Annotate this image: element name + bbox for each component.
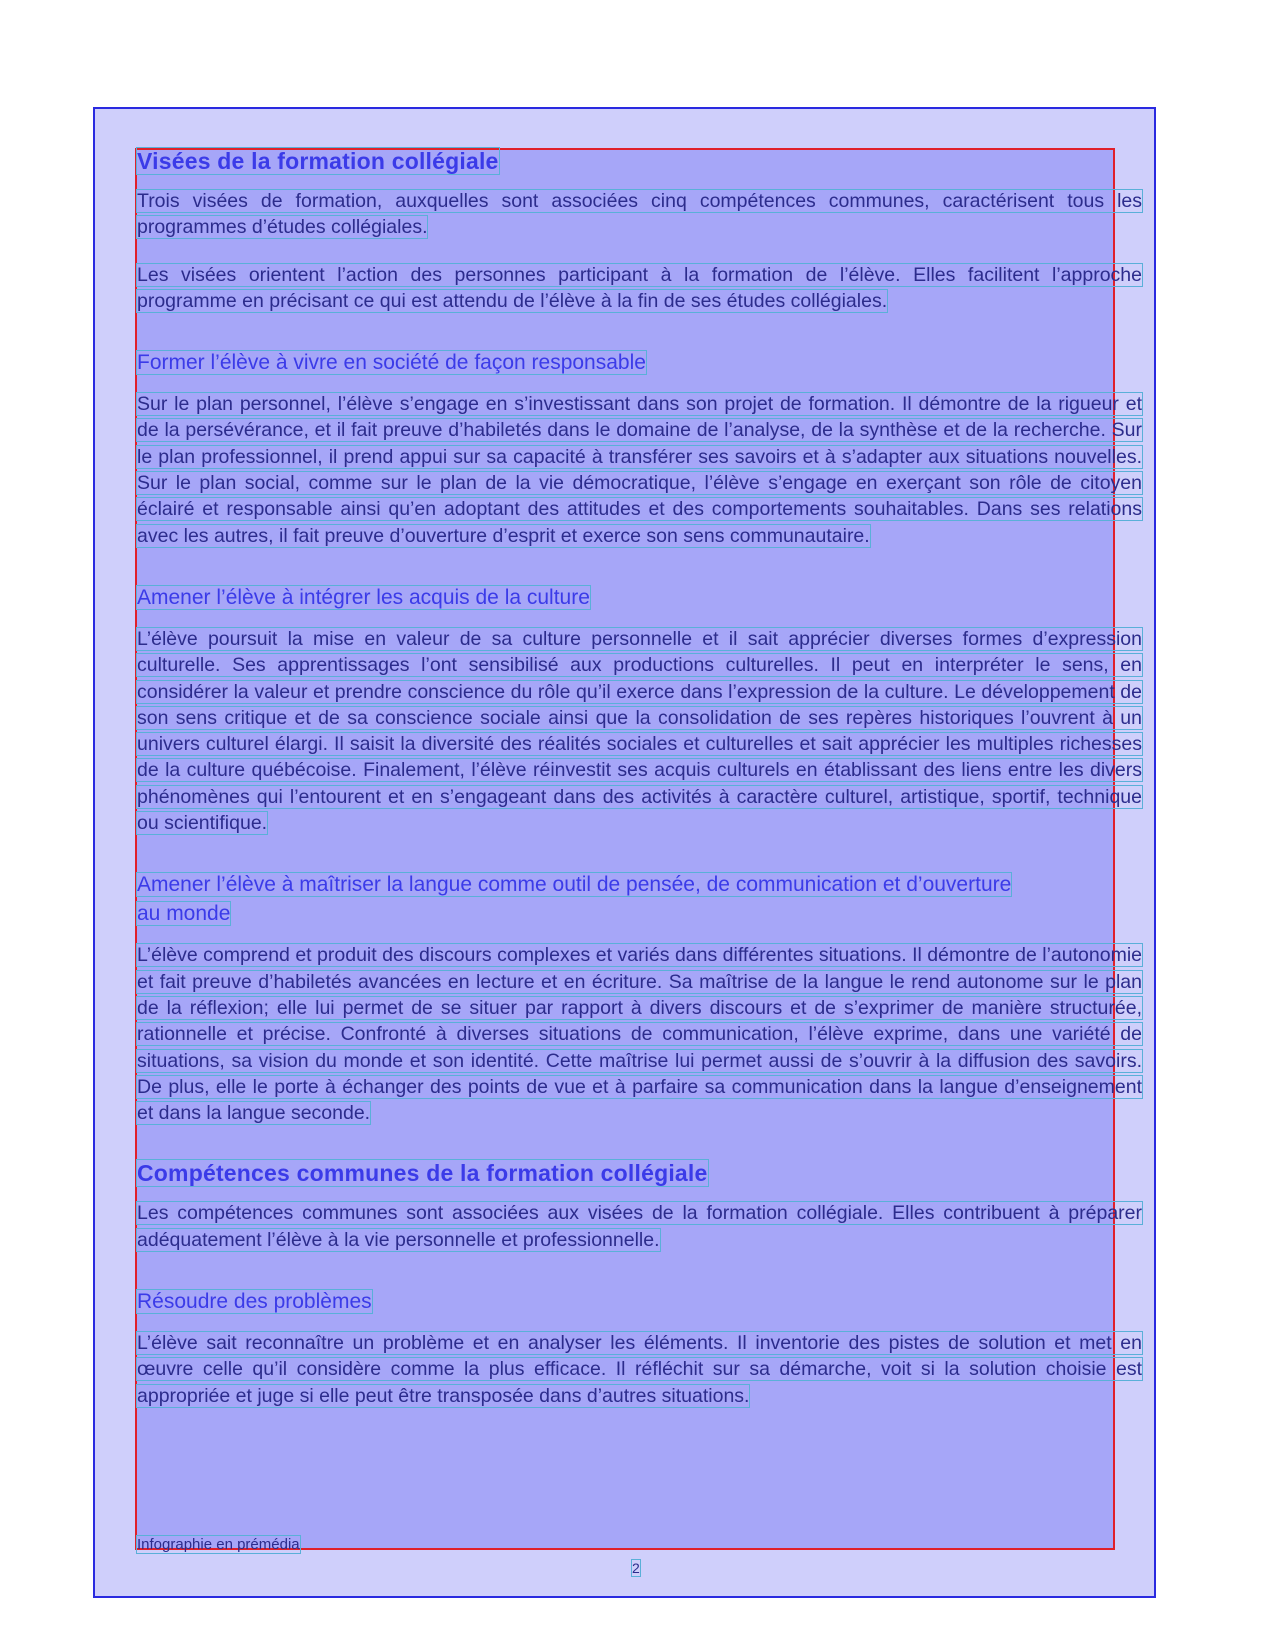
paragraph-text: Les visées orientent l’action des personnes participant à la formation de l’élève. Elles facilitent l’approche programme en précisant ce qui est attendu de l’élève à la fin de ses études collégiales. (137, 263, 1142, 312)
paragraph-competences (137, 1200, 1142, 1253)
document-body (137, 148, 1142, 1409)
section-title-visees (137, 148, 1142, 174)
paragraph-langue (137, 942, 1142, 1126)
paragraph-text: Les compétences communes sont associées aux visées de la formation collégiale. Elles contribuent à préparer adéquatement l’élève à la vie personnelle et professionnelle. (137, 1202, 1142, 1251)
paragraph-text: Sur le plan personnel, l’élève s’engage en s’investissant dans son projet de formation. Il démontre de la rigueur et de la persévérance, et il fait preuve d’habiletés dans le domaine de l’analyse, de la synthèse et de la recherche. Sur le plan professionnel, il prend appui sur sa capacité à transférer ses savoirs et à s’adapter aux situations nouvelles. Sur le plan social, comme sur le plan de la vie démocratique, l’élève s’engage en exerçant son rôle de citoyen éclairé et responsable ainsi qu’en adoptant des attitudes et des comportements souhaitables. Dans ses relations avec les autres, il fait preuve d’ouverture d’esprit et exerce son sens communautaire. (137, 393, 1142, 547)
section-title-competences (137, 1160, 1142, 1186)
paragraph-culture (137, 626, 1142, 836)
paragraph-intro (137, 188, 1142, 241)
paragraph-vivre-en-societe (137, 391, 1142, 549)
subheading-culture (137, 583, 1142, 612)
section-title-text: Visées de la formation collégiale (137, 148, 499, 174)
subheading-vivre-en-societe (137, 348, 1142, 377)
subheading-text: Amener l’élève à maîtriser la langue comme outil de pensée, de communication et d’ouverture au monde (137, 873, 1012, 926)
subheading-langue (137, 870, 1037, 928)
paragraph-text: Trois visées de formation, auxquelles sont associées cinq compétences communes, caractérisent tous les programmes d’études collégiales. (137, 190, 1142, 239)
footer-label: Infographie en prémédia (137, 1536, 300, 1553)
paragraph-text: L’élève sait reconnaître un problème et en analyser les éléments. Il inventorie des pistes de solution et met en œuvre celle qu’il considère comme la plus efficace. Il réfléchit sur sa démarche, voit si la solution choisie est appropriée et juge si elle peut être transposée dans d’autres situations. (137, 1332, 1142, 1407)
subheading-text: Former l’élève à vivre en société de façon responsable (137, 351, 646, 375)
subheading-resoudre (137, 1287, 1142, 1316)
paragraph-visees (137, 262, 1142, 315)
section-title-text: Compétences communes de la formation collégiale (137, 1160, 708, 1187)
subheading-text: Amener l’élève à intégrer les acquis de la culture (137, 585, 590, 609)
page-number: 2 (632, 1560, 640, 1576)
paragraph-resoudre (137, 1330, 1142, 1409)
paragraph-text: L’élève poursuit la mise en valeur de sa culture personnelle et il sait apprécier diverses formes d’expression culturelle. Ses apprentissages l’ont sensibilisé aux productions culturelles. Il peut en interpréter le sens, en considérer la valeur et prendre conscience du rôle qu’il exerce dans l’expression de la culture. Le développement de son sens critique et de sa conscience sociale ainsi que la consolidation de ses repères historiques l’ouvrent à un univers culturel élargi. Il saisit la diversité des réalités sociales et culturelles et sait apprécier les multiples richesses de la culture québécoise. Finalement, l’élève réinvestit ses acquis culturels en établissant des liens entre les divers phénomènes qui l’entourent et en s’engageant dans des activités à caractère culturel, artistique, sportif, technique ou scientifique. (137, 627, 1142, 835)
paragraph-text: L’élève comprend et produit des discours complexes et variés dans différentes situations. Il démontre de l’autonomie et fait preuve d’habiletés avancées en lecture et en écriture. Sa maîtrise de la langue le rend autonome sur le plan de la réflexion; elle lui permet de se situer par rapport à divers discours et de s’exprimer de manière structurée, rationnelle et précise. Confronté à diverses situations de communication, l’élève exprime, dans une variété de situations, sa vision du monde et son identité. Cette maîtrise lui permet aussi de s’ouvrir à la diffusion des savoirs. De plus, elle le porte à échanger des points de vue et à parfaire sa communication dans la langue d’enseignement et dans la langue seconde. (137, 944, 1142, 1125)
subheading-text: Résoudre des problèmes (137, 1290, 372, 1314)
